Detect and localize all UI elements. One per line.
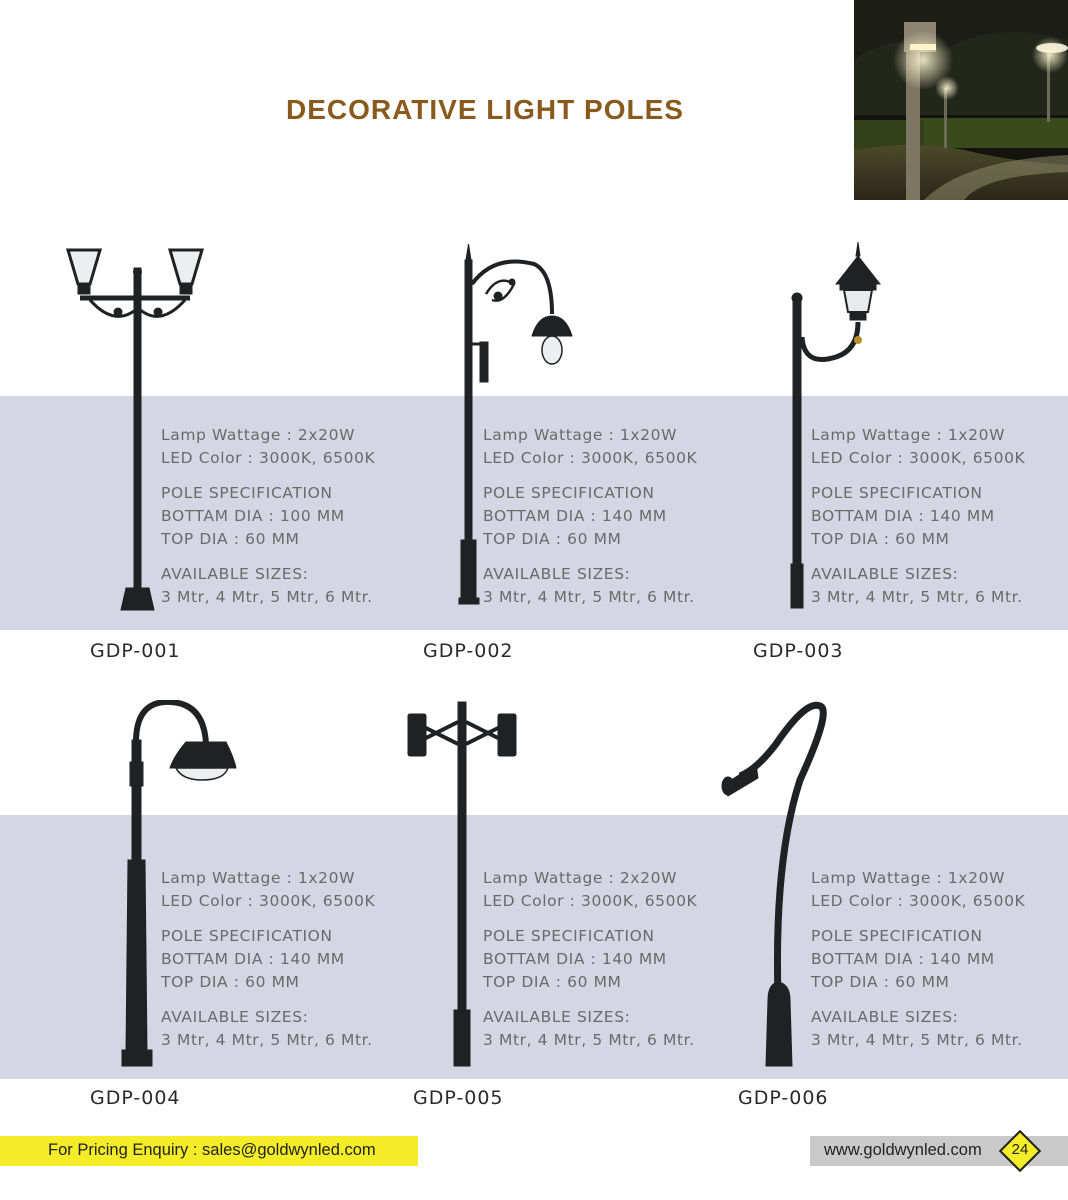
spec-gdp-006 — [811, 867, 1025, 1052]
lamp-wattage: Lamp Wattage : 2x20W — [483, 869, 678, 887]
led-color: LED Color : 3000K, 6500K — [161, 449, 376, 467]
pole-spec-heading: POLE SPECIFICATION — [161, 484, 333, 502]
page-number: 24 — [1011, 1141, 1029, 1158]
led-color: LED Color : 3000K, 6500K — [161, 892, 376, 910]
bottom-dia: BOTTAM DIA : 140 MM — [161, 950, 345, 968]
pole-spec-heading: POLE SPECIFICATION — [811, 927, 983, 945]
bottom-dia: BOTTAM DIA : 140 MM — [811, 507, 995, 525]
product-code-gdp-002: GDP-002 — [423, 640, 514, 662]
top-dia: TOP DIA : 60 MM — [811, 973, 950, 991]
sizes: 3 Mtr, 4 Mtr, 5 Mtr, 6 Mtr. — [161, 588, 373, 606]
lamp-wattage: Lamp Wattage : 1x20W — [811, 869, 1006, 887]
lamp-wattage: Lamp Wattage : 2x20W — [161, 426, 356, 444]
spec-gdp-004 — [161, 867, 375, 1052]
led-color: LED Color : 3000K, 6500K — [811, 449, 1026, 467]
top-dia: TOP DIA : 60 MM — [161, 530, 300, 548]
sizes: 3 Mtr, 4 Mtr, 5 Mtr, 6 Mtr. — [811, 588, 1023, 606]
pricing-enquiry-text[interactable]: For Pricing Enquiry : sales@goldwynled.com — [48, 1141, 376, 1159]
bottom-dia: BOTTAM DIA : 140 MM — [483, 950, 667, 968]
top-dia: TOP DIA : 60 MM — [483, 530, 622, 548]
product-code-gdp-003: GDP-003 — [753, 640, 844, 662]
bottom-dia: BOTTAM DIA : 140 MM — [483, 507, 667, 525]
spec-gdp-005 — [483, 867, 697, 1052]
led-color: LED Color : 3000K, 6500K — [811, 892, 1026, 910]
sizes: 3 Mtr, 4 Mtr, 5 Mtr, 6 Mtr. — [483, 588, 695, 606]
sizes-label: AVAILABLE SIZES: — [811, 565, 959, 583]
sizes-label: AVAILABLE SIZES: — [161, 565, 309, 583]
spec-gdp-002 — [483, 424, 697, 609]
website-link[interactable]: www.goldwynled.com — [824, 1141, 982, 1159]
product-code-gdp-001: GDP-001 — [90, 640, 181, 662]
top-dia: TOP DIA : 60 MM — [483, 973, 622, 991]
pole-spec-heading: POLE SPECIFICATION — [811, 484, 983, 502]
sizes: 3 Mtr, 4 Mtr, 5 Mtr, 6 Mtr. — [811, 1031, 1023, 1049]
pole-spec-heading: POLE SPECIFICATION — [161, 927, 333, 945]
pricing-enquiry-bar — [0, 1136, 418, 1166]
sizes: 3 Mtr, 4 Mtr, 5 Mtr, 6 Mtr. — [161, 1031, 373, 1049]
sizes-label: AVAILABLE SIZES: — [483, 565, 631, 583]
led-color: LED Color : 3000K, 6500K — [483, 892, 698, 910]
spec-gdp-001 — [161, 424, 375, 609]
sizes-label: AVAILABLE SIZES: — [483, 1008, 631, 1026]
sizes-label: AVAILABLE SIZES: — [161, 1008, 309, 1026]
pole-spec-heading: POLE SPECIFICATION — [483, 484, 655, 502]
lamp-wattage: Lamp Wattage : 1x20W — [811, 426, 1006, 444]
bottom-dia: BOTTAM DIA : 140 MM — [811, 950, 995, 968]
pole-spec-heading: POLE SPECIFICATION — [483, 927, 655, 945]
led-color: LED Color : 3000K, 6500K — [483, 449, 698, 467]
lamp-wattage: Lamp Wattage : 1x20W — [483, 426, 678, 444]
top-dia: TOP DIA : 60 MM — [811, 530, 950, 548]
product-code-gdp-004: GDP-004 — [90, 1087, 181, 1109]
night-pathway-photo — [854, 0, 1068, 200]
lamp-wattage: Lamp Wattage : 1x20W — [161, 869, 356, 887]
product-code-gdp-005: GDP-005 — [413, 1087, 504, 1109]
top-dia: TOP DIA : 60 MM — [161, 973, 300, 991]
page-title: DECORATIVE LIGHT POLES — [286, 94, 684, 125]
product-code-gdp-006: GDP-006 — [738, 1087, 829, 1109]
sizes: 3 Mtr, 4 Mtr, 5 Mtr, 6 Mtr. — [483, 1031, 695, 1049]
page-number-badge — [998, 1129, 1042, 1173]
sizes-label: AVAILABLE SIZES: — [811, 1008, 959, 1026]
bottom-dia: BOTTAM DIA : 100 MM — [161, 507, 345, 525]
spec-gdp-003 — [811, 424, 1025, 609]
